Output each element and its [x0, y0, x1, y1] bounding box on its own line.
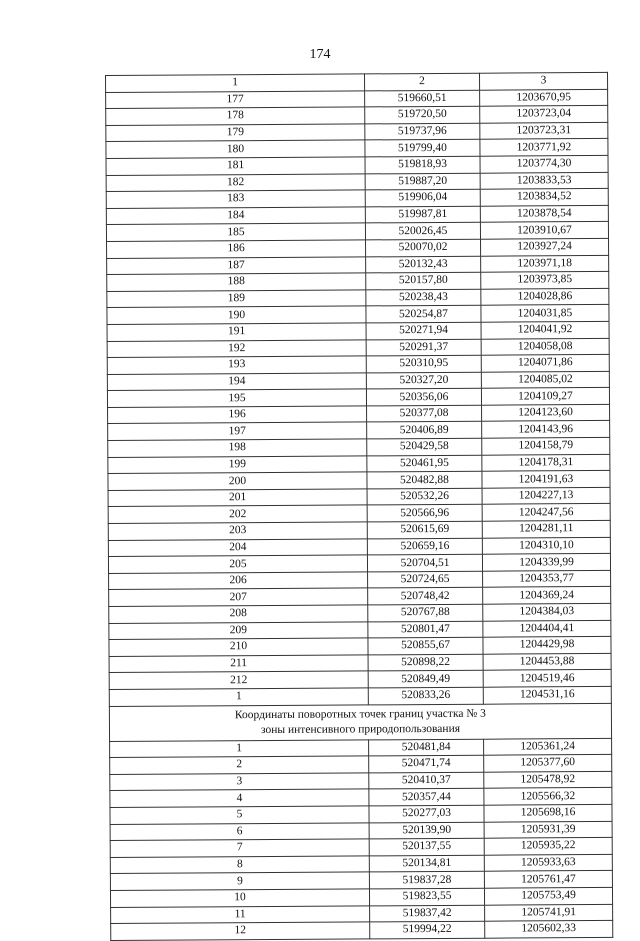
x-coordinate-cell: 520801,47 [368, 621, 483, 638]
x-coordinate-cell: 519887,20 [365, 173, 480, 190]
y-coordinate-cell: 1205478,92 [484, 771, 612, 788]
point-number-cell: 210 [109, 638, 368, 656]
y-coordinate-cell: 1204310,10 [482, 537, 610, 554]
x-coordinate-cell: 520026,45 [365, 223, 480, 240]
point-number-cell: 182 [106, 173, 365, 191]
y-coordinate-cell: 1203973,85 [481, 272, 609, 289]
y-coordinate-cell: 1204404,41 [483, 620, 611, 637]
point-number-cell: 179 [106, 124, 365, 142]
y-coordinate-cell: 1203833,53 [480, 172, 608, 189]
point-number-cell: 193 [107, 356, 366, 374]
x-coordinate-cell: 520254,87 [366, 306, 481, 323]
x-coordinate-cell: 519994,22 [370, 921, 485, 938]
y-coordinate-cell: 1204058,08 [481, 338, 609, 355]
y-coordinate-cell: 1204519,46 [483, 670, 611, 687]
x-coordinate-cell: 519720,50 [365, 106, 480, 123]
x-coordinate-cell: 520482,88 [367, 471, 482, 488]
x-coordinate-cell: 519818,93 [365, 156, 480, 173]
x-coordinate-cell: 519906,04 [365, 189, 480, 206]
x-coordinate-cell: 520748,42 [368, 588, 483, 605]
point-number-cell: 187 [107, 256, 366, 274]
x-coordinate-cell: 520429,58 [367, 438, 482, 455]
y-coordinate-cell: 1205761,47 [484, 871, 612, 888]
x-coordinate-cell: 520277,03 [369, 805, 484, 822]
y-coordinate-cell: 1203771,92 [480, 139, 608, 156]
y-coordinate-cell: 1205753,49 [484, 887, 612, 904]
point-number-cell: 199 [108, 456, 367, 474]
y-coordinate-cell: 1203878,54 [480, 205, 608, 222]
x-coordinate-cell: 520356,06 [366, 388, 481, 405]
header-col-3: 3 [479, 72, 607, 89]
point-number-cell: 1 [109, 688, 368, 706]
y-coordinate-cell: 1204531,16 [483, 686, 611, 703]
y-coordinate-cell: 1204353,77 [483, 570, 611, 587]
point-number-cell: 7 [110, 839, 369, 857]
y-coordinate-cell: 1204429,98 [483, 637, 611, 654]
point-number-cell: 9 [110, 872, 369, 890]
point-number-cell: 177 [106, 91, 365, 109]
point-number-cell: 211 [109, 655, 368, 673]
point-number-cell: 194 [107, 373, 366, 391]
y-coordinate-cell: 1203723,04 [480, 106, 608, 123]
y-coordinate-cell: 1205698,16 [484, 804, 612, 821]
point-number-cell: 201 [108, 489, 367, 507]
y-coordinate-cell: 1203670,95 [480, 89, 608, 106]
x-coordinate-cell: 520070,02 [366, 239, 481, 256]
x-coordinate-cell: 520566,96 [367, 505, 482, 522]
y-coordinate-cell: 1204028,86 [481, 288, 609, 305]
point-number-cell: 192 [107, 339, 366, 357]
point-number-cell: 203 [108, 522, 367, 540]
y-coordinate-cell: 1204085,02 [481, 371, 609, 388]
y-coordinate-cell: 1203910,67 [480, 222, 608, 239]
point-number-cell: 181 [106, 157, 365, 175]
section-title-line-1: Координаты поворотных точек границ участка № 3 [234, 707, 486, 721]
y-coordinate-cell: 1204178,31 [482, 454, 610, 471]
x-coordinate-cell: 520291,37 [366, 339, 481, 356]
x-coordinate-cell: 520532,26 [367, 488, 482, 505]
x-coordinate-cell: 519799,40 [365, 140, 480, 157]
x-coordinate-cell: 520481,84 [369, 739, 484, 756]
point-number-cell: 183 [106, 190, 365, 208]
y-coordinate-cell: 1204339,99 [482, 554, 610, 571]
x-coordinate-cell: 520134,81 [369, 855, 484, 872]
point-number-cell: 198 [108, 439, 367, 457]
section-title-line-2: зоны интенсивного природопользования [260, 722, 461, 736]
point-number-cell: 189 [107, 290, 366, 308]
y-coordinate-cell: 1203774,30 [480, 155, 608, 172]
x-coordinate-cell: 520849,49 [368, 671, 483, 688]
point-number-cell: 190 [107, 306, 366, 324]
x-coordinate-cell: 520271,94 [366, 322, 481, 339]
point-number-cell: 4 [110, 789, 369, 807]
point-number-cell: 186 [107, 240, 366, 258]
x-coordinate-cell: 520238,43 [366, 289, 481, 306]
x-coordinate-cell: 519823,55 [369, 888, 484, 905]
point-number-cell: 185 [106, 223, 365, 241]
point-number-cell: 212 [109, 671, 368, 689]
x-coordinate-cell: 519737,96 [365, 123, 480, 140]
point-number-cell: 204 [108, 539, 367, 557]
point-number-cell: 205 [108, 555, 367, 573]
y-coordinate-cell: 1204143,96 [482, 421, 610, 438]
y-coordinate-cell: 1205377,60 [484, 755, 612, 772]
x-coordinate-cell: 519987,81 [365, 206, 480, 223]
x-coordinate-cell: 519837,28 [369, 872, 484, 889]
point-number-cell: 191 [107, 323, 366, 341]
y-coordinate-cell: 1205566,32 [484, 788, 612, 805]
y-coordinate-cell: 1204191,63 [482, 471, 610, 488]
x-coordinate-cell: 520377,08 [367, 405, 482, 422]
x-coordinate-cell: 520855,67 [368, 637, 483, 654]
point-number-cell: 10 [110, 889, 369, 907]
point-number-cell: 200 [108, 472, 367, 490]
point-number-cell: 6 [110, 822, 369, 840]
y-coordinate-cell: 1205933,63 [484, 854, 612, 871]
x-coordinate-cell: 520157,80 [366, 272, 481, 289]
y-coordinate-cell: 1205931,39 [484, 821, 612, 838]
x-coordinate-cell: 520659,16 [367, 538, 482, 555]
header-col-2: 2 [364, 73, 479, 90]
x-coordinate-cell: 519837,42 [370, 905, 485, 922]
point-number-cell: 12 [111, 922, 370, 940]
coordinates-sheet [105, 72, 609, 941]
point-number-cell: 1 [110, 739, 369, 757]
y-coordinate-cell: 1205935,22 [484, 838, 612, 855]
point-number-cell: 178 [106, 107, 365, 125]
x-coordinate-cell: 520833,26 [368, 687, 483, 704]
y-coordinate-cell: 1204281,11 [482, 520, 610, 537]
y-coordinate-cell: 1204031,85 [481, 305, 609, 322]
y-coordinate-cell: 1203927,24 [481, 238, 609, 255]
x-coordinate-cell: 520410,37 [369, 772, 484, 789]
y-coordinate-cell: 1205741,91 [485, 904, 613, 921]
point-number-cell: 195 [107, 389, 366, 407]
point-number-cell: 11 [111, 905, 370, 923]
x-coordinate-cell: 520767,88 [368, 604, 483, 621]
x-coordinate-cell: 520357,44 [369, 789, 484, 806]
y-coordinate-cell: 1203971,18 [481, 255, 609, 272]
point-number-cell: 3 [110, 773, 369, 791]
x-coordinate-cell: 520310,95 [366, 355, 481, 372]
point-number-cell: 206 [109, 572, 368, 590]
x-coordinate-cell: 520461,95 [367, 455, 482, 472]
y-coordinate-cell: 1204158,79 [482, 437, 610, 454]
y-coordinate-cell: 1204071,86 [481, 355, 609, 372]
y-coordinate-cell: 1204123,60 [482, 404, 610, 421]
coordinates-table [105, 72, 613, 941]
table-row [111, 921, 613, 941]
x-coordinate-cell: 520724,65 [368, 571, 483, 588]
x-coordinate-cell: 520139,90 [369, 822, 484, 839]
point-number-cell: 180 [106, 140, 365, 158]
x-coordinate-cell: 520471,74 [369, 755, 484, 772]
y-coordinate-cell: 1205361,24 [484, 738, 612, 755]
point-number-cell: 207 [109, 588, 368, 606]
x-coordinate-cell: 520615,69 [367, 521, 482, 538]
point-number-cell: 202 [108, 505, 367, 523]
point-number-cell: 184 [106, 207, 365, 225]
point-number-cell: 5 [110, 806, 369, 824]
y-coordinate-cell: 1204041,92 [481, 321, 609, 338]
section-title [109, 703, 611, 741]
header-col-1: 1 [106, 74, 365, 92]
y-coordinate-cell: 1204453,88 [483, 653, 611, 670]
x-coordinate-cell: 520327,20 [366, 372, 481, 389]
x-coordinate-cell: 520406,89 [367, 422, 482, 439]
point-number-cell: 208 [109, 605, 368, 623]
y-coordinate-cell: 1204109,27 [481, 388, 609, 405]
point-number-cell: 197 [108, 422, 367, 440]
x-coordinate-cell: 519660,51 [365, 90, 480, 107]
y-coordinate-cell: 1205602,33 [485, 921, 613, 938]
y-coordinate-cell: 1204247,56 [482, 504, 610, 521]
x-coordinate-cell: 520137,55 [369, 838, 484, 855]
point-number-cell: 209 [109, 621, 368, 639]
x-coordinate-cell: 520898,22 [368, 654, 483, 671]
y-coordinate-cell: 1204384,03 [483, 603, 611, 620]
y-coordinate-cell: 1204227,13 [482, 487, 610, 504]
x-coordinate-cell: 520704,51 [367, 554, 482, 571]
section-title-row [109, 703, 611, 741]
point-number-cell: 188 [107, 273, 366, 291]
y-coordinate-cell: 1203723,31 [480, 122, 608, 139]
y-coordinate-cell: 1204369,24 [483, 587, 611, 604]
page-number: 174 [309, 47, 331, 62]
y-coordinate-cell: 1203834,52 [480, 189, 608, 206]
point-number-cell: 8 [110, 856, 369, 874]
point-number-cell: 196 [108, 406, 367, 424]
point-number-cell: 2 [110, 756, 369, 774]
x-coordinate-cell: 520132,43 [366, 256, 481, 273]
